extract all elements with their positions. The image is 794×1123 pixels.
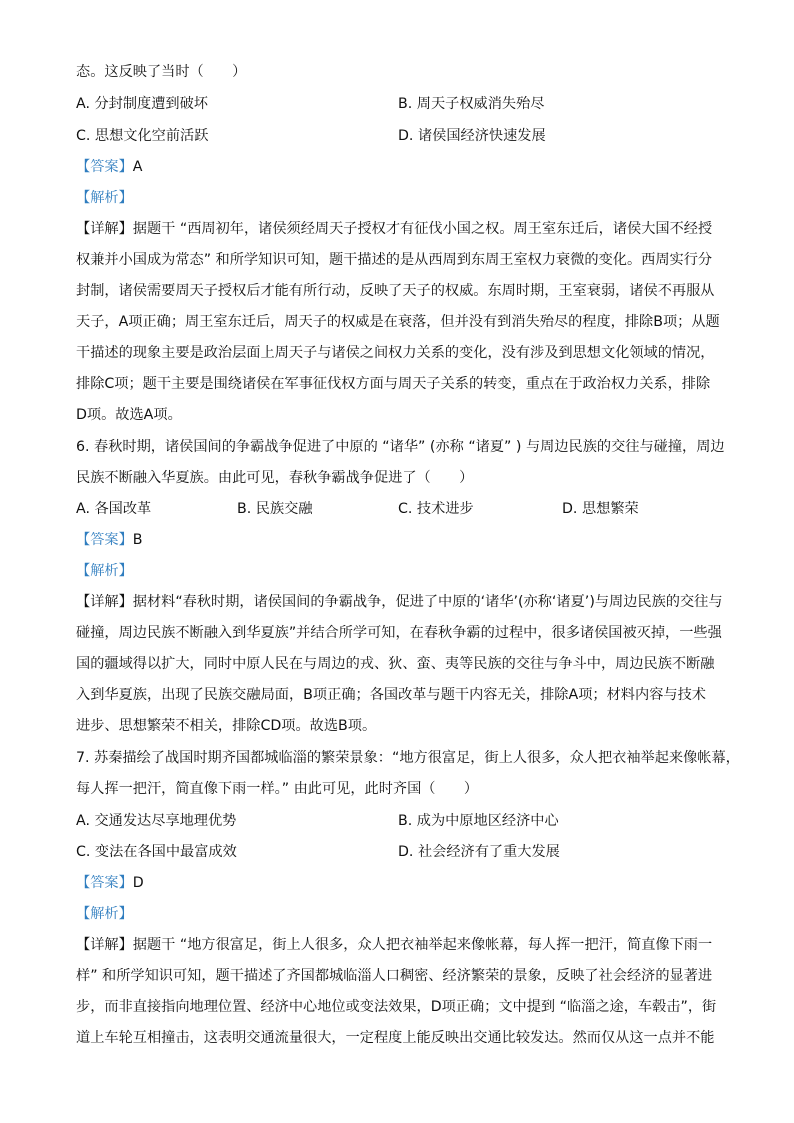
analysis-label: 【解析】 [76, 190, 133, 206]
option-c: C. 思想文化空前活跃 [76, 128, 209, 144]
option-b: B. 成为中原地区经济中心 [398, 813, 559, 829]
detail-text: 据材料“春秋时期，诸侯国间的争霸战争，促进了中原的‘诸华’(亦称‘诸夏’)与周边民族的交往与 [132, 594, 723, 610]
detail-line: 碰撞，周边民族不断融入到华夏族”并结合所学可知，在春秋争霸的过程中，很多诸侯国被灭掉，一些强 [76, 625, 722, 641]
option-b: B. 民族交融 [237, 501, 313, 517]
answer-label: 【答案】 [76, 532, 133, 548]
answer-label: 【答案】 [76, 875, 133, 891]
detail-line: 入到华夏族，出现了民族交融局面，B项正确；各国改革与题干内容无关，排除A项；材料内容与技术 [76, 687, 706, 703]
detail-line: 样” 和所学知识可知，题干描述了齐国都城临淄人口稠密、经济繁荣的景象，反映了社会经济的显著进 [76, 968, 713, 984]
question-stem: 每人挥一把汗，简直像下雨一样。” 由此可见，此时齐国（ ） [76, 781, 479, 797]
option-a: A. 交通发达尽享地理优势 [76, 813, 237, 829]
answer-line [76, 530, 143, 550]
option-b: B. 周天子权威消失殆尽 [398, 96, 545, 112]
question-stem: 7. 苏秦描绘了战国时期齐国都城临淄的繁荣景象：“地方很富足，街上人很多，众人把衣袖举起来像帐幕， [76, 750, 740, 766]
answer-value: A [132, 159, 143, 175]
detail-label: 【详解】 [76, 221, 133, 237]
answer-label: 【答案】 [76, 159, 133, 175]
detail-line [76, 219, 713, 239]
answer-line [76, 157, 142, 177]
detail-line: 权兼并小国成为常态” 和所学知识可知，题干描述的是从西周到东周王室权力衰微的变化。西周实行分 [76, 252, 713, 268]
detail-line: 国的疆域得以扩大，同时中原人民在与周边的戎、狄、蛮、夷等民族的交往与争斗中，周边民族不断融 [76, 656, 715, 672]
detail-line [76, 935, 713, 955]
detail-line: 道上车轮互相撞击，这表明交通流量很大，一定程度上能反映出交通比较发达。然而仅从这一点并不能 [76, 1030, 715, 1046]
detail-line: 排除C项；题干主要是围绕诸侯在军事征伐权方面与周天子关系的转变，重点在于政治权力关系，排除 [76, 376, 711, 392]
detail-label: 【详解】 [76, 594, 133, 610]
detail-text: 据题干 “地方很富足，街上人很多，众人把衣袖举起来像帐幕，每人挥一把汗，简直像下雨一 [132, 937, 713, 953]
question-stem: 6. 春秋时期，诸侯国间的争霸战争促进了中原的 “诸华” (亦称 “诸夏” ) 与周边民族的交往与碰撞，周边 [76, 439, 725, 455]
detail-label: 【详解】 [76, 937, 133, 953]
question-stem: 态。这反映了当时（ ） [76, 64, 247, 80]
detail-line: 封制，诸侯需要周天子授权后才能有所行动，反映了天子的权威。东周时期，王室衰弱，诸侯不再服从 [76, 283, 715, 299]
detail-line: 天子，A项正确；周王室东迁后，周天子的权威是在衰落，但并没有到消失殆尽的程度，排除B项；从题 [76, 314, 720, 330]
detail-line: D项。故选A项。 [76, 407, 182, 423]
detail-line: 步，而非直接指向地理位置、经济中心地位或变法效果，D项正确；文中提到 “临淄之途，车毂击”，街 [76, 999, 717, 1015]
detail-line: 干描述的现象主要是政治层面上周天子与诸侯之间权力关系的变化，没有涉及到思想文化领域的情况， [76, 345, 715, 361]
answer-line [76, 873, 144, 893]
question-stem: 民族不断融入华夏族。由此可见，春秋争霸战争促进了（ ） [76, 470, 474, 486]
option-a: A. 分封制度遭到破坏 [76, 96, 208, 112]
option-d: D. 诸侯国经济快速发展 [398, 128, 546, 144]
analysis-label: 【解析】 [76, 563, 133, 579]
detail-line [76, 592, 723, 612]
option-c: C. 变法在各国中最富成效 [76, 844, 237, 860]
answer-value: D [132, 875, 144, 891]
detail-line: 进步、思想繁荣不相关，排除CD项。故选B项。 [76, 718, 377, 734]
detail-text: 据题干 “西周初年，诸侯须经周天子授权才有征伐小国之权。周王室东迁后，诸侯大国不经授 [132, 221, 713, 237]
analysis-label: 【解析】 [76, 906, 133, 922]
option-c: C. 技术进步 [398, 501, 474, 517]
option-a: A. 各国改革 [76, 501, 152, 517]
option-d: D. 思想繁荣 [562, 501, 639, 517]
answer-value: B [132, 532, 143, 548]
option-d: D. 社会经济有了重大发展 [398, 844, 560, 860]
